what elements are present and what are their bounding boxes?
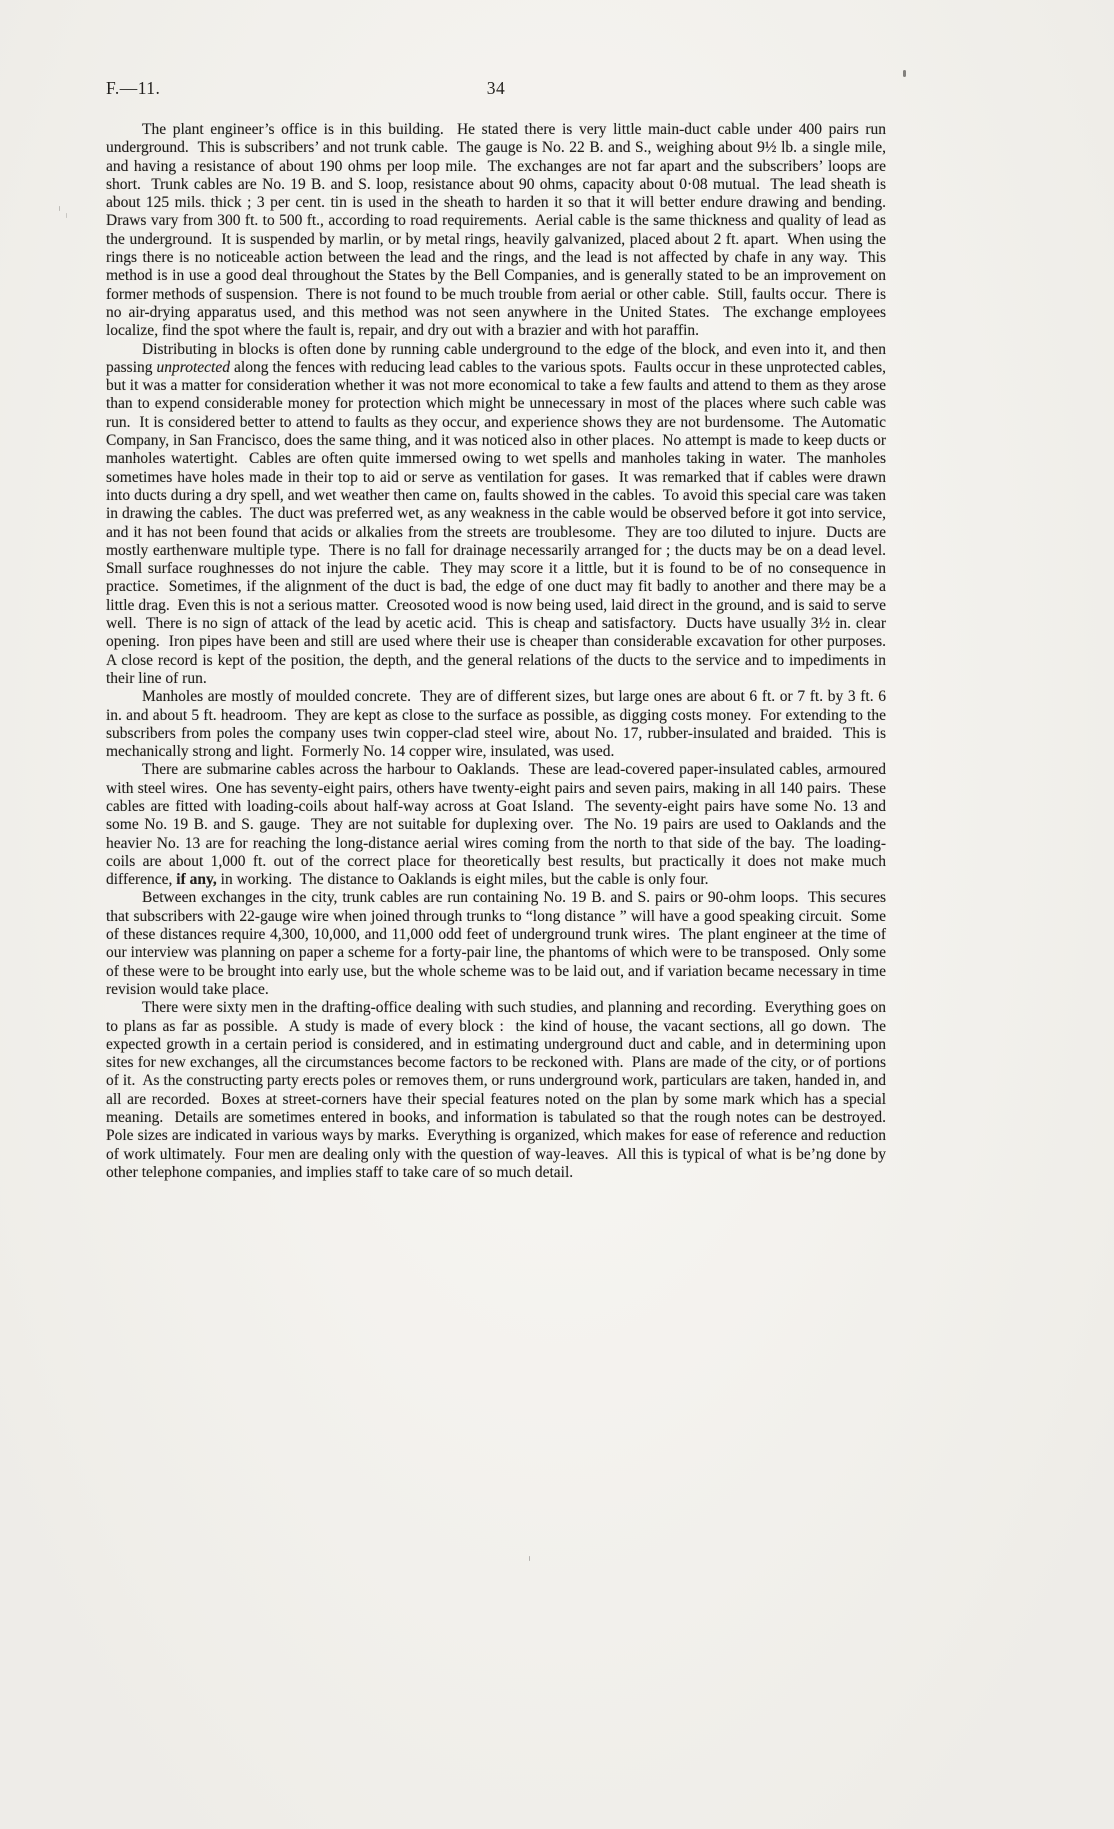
text-segment: Manholes are mostly of moulded concrete. They are of different sizes, but large ones are about 6 ft. or 7 ft. by 3 ft. 6 in. and about 5 ft. headroom. They are kept as close to the surface as possible, as digging costs money. For extending to the subscribers from poles the company uses twin copper-clad steel wire, about No. 17, rubber-insulated and braided. This is mechanically strong and light. Formerly No. 14 copper wire, insulated, was used. <box>106 688 890 761</box>
text-segment: unprotected <box>156 358 230 376</box>
page-header <box>106 78 886 102</box>
section-reference: F.—11. <box>106 78 161 98</box>
text-segment: There are submarine cables across the harbour to Oaklands. These are lead-covered paper-insulated cables, armoured with steel wires. One has seventy-eight pairs, others have twenty-eight pairs and seven pairs, making in all 140 pairs. These cables are fitted with loading-coils about half-way across at Goat Island. The seventy-eight pairs have some No. 13 and some No. 19 B. and S. gauge. They are not suitable for duplexing over. The No. 19 pairs are used to Oaklands and the heavier No. 13 are for reaching the long-distance aerial wires coming from the north to that side of the bay. The loading-coils are about 1,000 ft. out of the correct place for theoretically best results, but practically it does not make much difference, <box>106 761 890 889</box>
text-segment: There were sixty men in the drafting-office dealing with such studies, and planning and recording. Everything goes on to plans as far as possible. A study is made of every block : the kind of house, the vacant sections, all go down. The expected growth in a certain period is considered, and in estimating underground duct and cable, and in determining upon sites for new exchanges, all the circumstances become factors to be reckoned with. Plans are made of the city, or of portions of it. As the constructing party erects poles or removes them, or runs underground work, particulars are taken, handed in, and all are recorded. Boxes at street-corners have their special features noted on the plan by some mark which has a special meaning. Details are sometimes entered in books, and information is tabulated so that the rough notes can be destroyed. Pole sizes are indicated in various ways by marks. Everything is organized, which makes for ease of reference and reduction of work ultimately. Four men are dealing only with the question of way-leaves. All this is typical of what is be’ng done by other telephone companies, and implies staff to take care of so much detail. <box>106 999 894 1181</box>
text-segment: in working. The distance to Oaklands is eight miles, but the cable is only four. <box>216 871 709 889</box>
document-body <box>106 121 894 1182</box>
paragraph <box>106 889 890 999</box>
paragraph <box>106 688 890 761</box>
text-segment: The plant engineer’s office is in this building. He stated there is very little main-duct cable under 400 pairs run underground. This is subscribers’ and not trunk cable. The gauge is No. 22 B. and S., weighing about 9½ lb. a single mile, and having a resistance of about 190 ohms per loop mile. The exchanges are not far apart and the subscribers’ loops are short. Trunk cables are No. 19 B. and S. loop, resistance about 90 ohms, capacity about 0·08 mutual. The lead sheath is about 125 mils. thick ; 3 per cent. tin is used in the sheath to harden it so that it will better endure drawing and bending. Draws vary from 300 ft. to 500 ft., according to road requirements. Aerial cable is the same thickness and quality of lead as the underground. It is suspended by marlin, or by metal rings, heavily galvanized, placed about 2 ft. apart. When using the rings there is no noticeable action between the lead and the rings, and the lead is not affected by chafe in any way. This method is in use a good deal throughout the States by the Bell Companies, and is generally stated to be an improvement on former methods of suspension. There is not found to be much trouble from aerial or other cable. Still, faults occur. There is no air-drying apparatus used, and this method was not seen anywhere in the United States. The exchange employees localize, find the spot where the fault is, repair, and dry out with a brazier and with hot paraffin. <box>106 121 894 340</box>
text-segment: Between exchanges in the city, trunk cables are run containing No. 19 B. and S. pairs or 90-ohm loops. This secures that subscribers with 22-gauge wire when joined through trunks to “long distance ” will have a good speaking circuit. Some of these distances require 4,300, 10,000, and 11,000 odd feet of underground trunk wires. The plant engineer at the time of our interview was planning on paper a scheme for a forty-pair line, the phantoms of which were to be transposed. Only some of these were to be brought into early use, but the whole scheme was to be laid out, and if variation became necessary in time revision would take place. <box>106 889 890 998</box>
text-segment: Distributing in blocks is often done by running cable underground to the edge of the block, and even into it, and then passing <box>106 340 890 376</box>
paragraph <box>106 121 894 341</box>
paragraph <box>106 340 894 689</box>
text-segment: along the fences with reducing lead cables to the various spots. Faults occur in these unprotected cables, but it was a matter for consideration whether it was not more economical to take a few faults and attend to them as they arose than to expend considerable money for protection which might be unnecessary in most of the places where such cable was run. It is considered better to attend to faults as they occur, and experience shows they are not burdensome. The Automatic Company, in San Francisco, does the same thing, and it was noticed also in other places. No attempt is made to keep ducts or manholes watertight. Cables are often quite immersed owing to wet spells and manholes taking in water. The manholes sometimes have holes made in their top to aid or serve as ventilation for gases. It was remarked that if cables were drawn into ducts during a dry spell, and wet weather then came on, faults showed in the cables. To avoid this special care was taken in drawing the cables. The duct was preferred wet, as any weakness in the cable would be observed before it got into service, and it has not been found that acids or alkalies from the streets are troublesome. They are too diluted to injure. Ducts are mostly earthenware multiple type. There is no fall for drainage necessarily arranged for ; the ducts may be on a dead level. Small surface roughnesses do not injure the cable. They may score it a little, but it is found to be of no consequence in practice. Sometimes, if the alignment of the duct is bad, the edge of one duct may fit badly to another and there may be a little drag. Even this is not a serious matter. Creosoted wood is now being used, laid direct in the ground, and is said to serve well. There is no sign of attack of the lead by acetic acid. This is cheap and satisfactory. Ducts have usually 3½ in. clear opening. Iron pipes have been and still are used where their use is cheaper than considerable excavation for other purposes. A close record is kept of the position, the depth, and the general relations of the ducts to the service and to impediments in their line of run. <box>106 358 894 687</box>
paragraph <box>106 999 894 1182</box>
page-number: 34 <box>486 78 506 98</box>
text-segment: if any, <box>176 871 217 889</box>
paragraph <box>106 761 890 889</box>
scan-noise <box>903 70 906 77</box>
